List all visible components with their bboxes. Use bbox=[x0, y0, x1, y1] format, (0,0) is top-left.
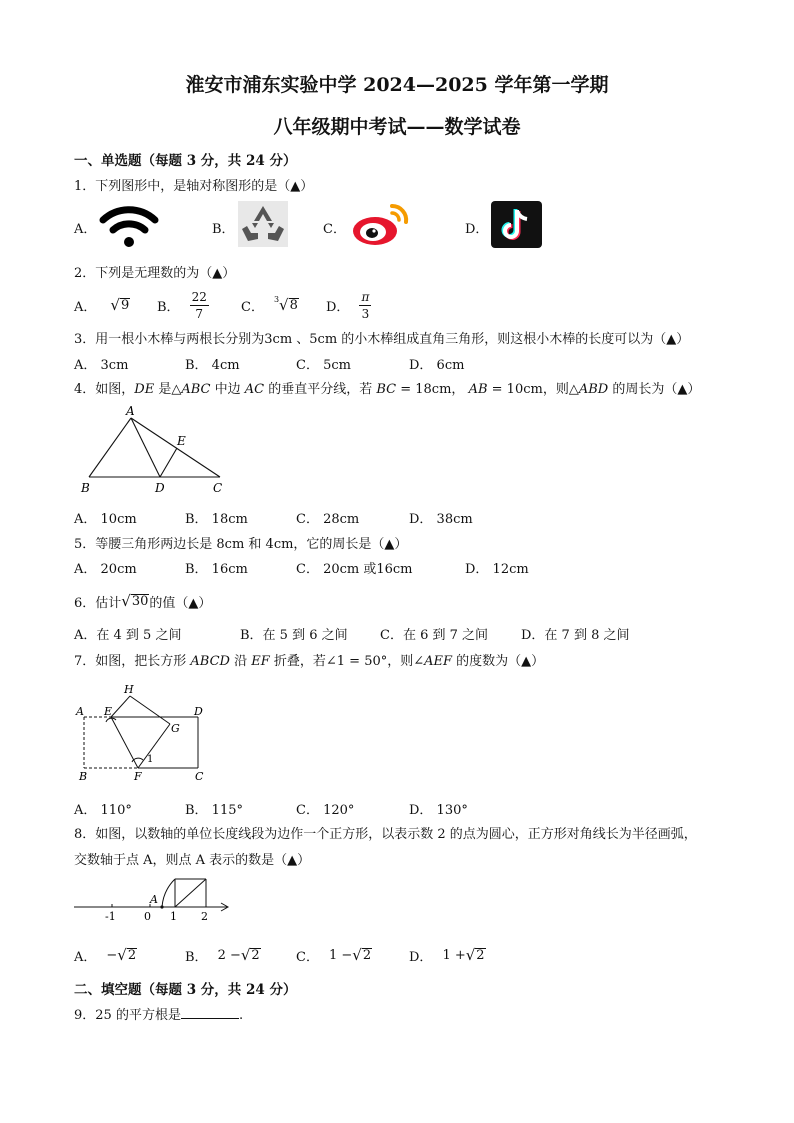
q4-option-b: B． 18cm bbox=[185, 512, 248, 527]
question-2-stem: 2．下列是无理数的为（▲） bbox=[74, 266, 236, 281]
radical-sign: √ bbox=[279, 296, 289, 314]
radical-sign: √ bbox=[240, 946, 251, 964]
label-2: 2 bbox=[201, 910, 208, 923]
q2-option-a-radicand: 9 bbox=[120, 297, 130, 313]
q8-option-b-radicand: 2 bbox=[251, 947, 260, 963]
q7-angle-aef: AEF bbox=[424, 654, 453, 669]
label-d: D bbox=[194, 705, 203, 718]
q4-stem-part: 中边 bbox=[210, 382, 245, 397]
segment-ab bbox=[89, 418, 131, 477]
q5-option-b: B． 16cm bbox=[185, 562, 248, 577]
q3-option-c: C． 5cm bbox=[296, 358, 351, 373]
q6-option-c: C．在 6 到 7 之间 bbox=[380, 628, 489, 643]
q3-option-d: D． 6cm bbox=[409, 358, 465, 373]
label-e: E bbox=[104, 705, 113, 718]
q2-option-b-fraction bbox=[190, 289, 209, 322]
q3-option-a: A． 3cm bbox=[74, 358, 129, 373]
label-c: C bbox=[195, 770, 204, 783]
q7-option-d: D． 130° bbox=[409, 803, 468, 818]
q2-option-c-label: C． bbox=[241, 299, 264, 315]
section-heading-fill-in: 二、填空题（每题 3 分，共 24 分） bbox=[74, 982, 297, 998]
q4-stem-part: 的垂直平分线，若 bbox=[264, 382, 377, 397]
label-g: G bbox=[171, 722, 180, 735]
q4-seg-de: DE bbox=[134, 382, 155, 397]
weibo-icon bbox=[348, 200, 412, 249]
q8-option-d-label: D． bbox=[409, 949, 433, 965]
radical-sign: √ bbox=[465, 946, 476, 964]
q4-stem-part: = 10cm，则△ bbox=[487, 382, 579, 397]
q7-stem-part: 的度数为（▲） bbox=[452, 654, 545, 669]
q3-option-b: B． 4cm bbox=[185, 358, 240, 373]
q7-option-a: A． 110° bbox=[74, 803, 132, 818]
question-3-stem: 3．用一根小木棒与两根长分别为3cm 、5cm 的小木棒组成直角三角形，则这根小木棒的长度可以为（▲） bbox=[74, 332, 690, 347]
q2-option-b bbox=[157, 283, 209, 327]
label-angle-1: 1 bbox=[147, 754, 154, 765]
q8-option-a-label: A． bbox=[74, 949, 97, 965]
label-minus-1: -1 bbox=[105, 910, 116, 923]
q8-option-d-prefix: 1 + bbox=[442, 947, 466, 963]
q5-option-a: A． 20cm bbox=[74, 562, 137, 577]
radical-sign: √ bbox=[110, 296, 120, 314]
q1-option-c-label: C． bbox=[323, 222, 346, 237]
label-f: F bbox=[134, 770, 142, 783]
q8-option-c-prefix: 1 − bbox=[328, 947, 353, 963]
q2-option-d bbox=[326, 283, 371, 327]
q1-option-d-label: D． bbox=[465, 222, 489, 237]
point-a bbox=[160, 905, 163, 908]
square-diagonal bbox=[175, 879, 206, 907]
radical-sign: √ bbox=[121, 592, 131, 610]
q8-option-a bbox=[74, 944, 137, 966]
q2-option-d-numerator: π bbox=[361, 289, 370, 304]
wifi-icon bbox=[97, 204, 161, 248]
q2-option-a bbox=[74, 290, 130, 320]
q4-tri-abc: ABC bbox=[181, 382, 211, 397]
question-9 bbox=[74, 1004, 243, 1023]
radical-sign: √ bbox=[117, 946, 127, 964]
q7-seg-ef: EF bbox=[251, 654, 270, 669]
segment-gf bbox=[138, 724, 170, 768]
label-0: 0 bbox=[144, 910, 151, 923]
question-7-stem bbox=[74, 650, 544, 669]
segment-hg bbox=[130, 696, 170, 724]
q1-option-b-label: B． bbox=[212, 222, 235, 237]
q5-option-c: C． 20cm 或16cm bbox=[296, 562, 413, 577]
q8-option-a-prefix: − bbox=[106, 947, 118, 963]
q8-option-b-prefix: 2 − bbox=[217, 947, 241, 963]
segment-de bbox=[160, 448, 177, 477]
q8-option-b bbox=[185, 944, 261, 966]
exam-title-line1: 淮安市浦东实验中学 2024—2025 学年第一学期 bbox=[185, 74, 609, 96]
q7-stem-part: 折叠，若∠1 = 50°，则∠ bbox=[269, 654, 425, 669]
question-9-stem: 9．25 的平方根是 bbox=[74, 1008, 181, 1023]
label-h: H bbox=[124, 683, 134, 696]
q2-option-d-fraction bbox=[359, 289, 371, 322]
q2-option-d-label: D． bbox=[326, 299, 350, 315]
q4-option-a: A． 10cm bbox=[74, 512, 137, 527]
q6-option-a: A．在 4 到 5 之间 bbox=[74, 628, 182, 643]
label-a: A bbox=[150, 893, 158, 906]
q8-option-a-radicand: 2 bbox=[127, 947, 137, 963]
q6-radicand: 30 bbox=[131, 593, 149, 609]
q6-stem-part: 的值（▲） bbox=[149, 595, 212, 611]
q2-option-a-label: A． bbox=[74, 299, 97, 315]
q1-option-a-label: A． bbox=[74, 222, 97, 237]
q4-seg-ab: AB bbox=[468, 382, 488, 397]
recycle-icon bbox=[238, 201, 288, 247]
q2-option-b-label: B． bbox=[157, 299, 180, 315]
tiktok-icon bbox=[491, 201, 542, 248]
q6-option-b: B．在 5 到 6 之间 bbox=[240, 628, 348, 643]
angle-mark-e bbox=[106, 718, 116, 722]
segment-ad bbox=[131, 418, 160, 477]
question-8-stem-line2: 交数轴于点 A，则点 A 表示的数是（▲） bbox=[74, 853, 311, 868]
arc bbox=[162, 879, 175, 907]
q4-stem-part: = 18cm， bbox=[396, 382, 469, 397]
segment-ef bbox=[111, 717, 138, 768]
q2-option-b-denominator: 7 bbox=[195, 306, 204, 321]
label-b: B bbox=[81, 481, 90, 495]
answer-blank[interactable] bbox=[181, 1006, 239, 1019]
segment-ac bbox=[131, 418, 220, 477]
question-1-stem: 1．下列图形中，是轴对称图形的是（▲） bbox=[74, 179, 314, 194]
section-heading-single-choice: 一、单选题（每题 3 分，共 24 分） bbox=[74, 153, 297, 169]
q4-tri-abd: ABD bbox=[578, 382, 609, 397]
q7-option-c: C． 120° bbox=[296, 803, 355, 818]
question-8-stem-line1: 8．如图，以数轴的单位长度线段为边作一个正方形，以表示数 2 的点为圆心，正方形对角线长为半径画弧， bbox=[74, 827, 697, 842]
q7-stem-part: 沿 bbox=[229, 654, 252, 669]
q4-stem-part: 4．如图， bbox=[74, 382, 135, 397]
q8-option-d-radicand: 2 bbox=[476, 947, 485, 963]
q7-stem-part: 7．如图，把长方形 bbox=[74, 654, 191, 669]
radical-sign: √ bbox=[352, 946, 362, 964]
segment-eh bbox=[111, 696, 130, 717]
label-a: A bbox=[126, 404, 135, 418]
q8-option-b-label: B． bbox=[185, 949, 208, 965]
label-d: D bbox=[155, 481, 165, 495]
question-6-stem bbox=[74, 590, 211, 612]
q4-stem-part: 是△ bbox=[154, 382, 182, 397]
question-4-stem bbox=[74, 378, 700, 397]
q6-stem-part: 6．估计 bbox=[74, 595, 122, 611]
q8-option-d bbox=[409, 944, 486, 966]
q2-option-c-index: 3 bbox=[273, 294, 280, 304]
q7-fold-figure bbox=[74, 680, 214, 784]
q4-seg-bc: BC bbox=[376, 382, 397, 397]
q4-seg-ac: AC bbox=[244, 382, 265, 397]
q4-stem-part: 的周长为（▲） bbox=[608, 382, 701, 397]
q4-triangle-figure bbox=[76, 402, 236, 496]
q7-rect-abcd: ABCD bbox=[190, 654, 230, 669]
q5-option-d: D． 12cm bbox=[465, 562, 529, 577]
label-a: A bbox=[76, 705, 84, 718]
label-b: B bbox=[79, 770, 88, 783]
label-1: 1 bbox=[170, 910, 177, 923]
q2-option-c bbox=[241, 290, 299, 320]
question-9-end: . bbox=[238, 1008, 244, 1023]
label-c: C bbox=[213, 481, 223, 495]
q8-option-c-radicand: 2 bbox=[362, 947, 372, 963]
q2-option-b-numerator: 22 bbox=[191, 289, 207, 304]
label-e: E bbox=[177, 434, 186, 448]
q2-option-d-denominator: 3 bbox=[361, 306, 370, 321]
q4-option-c: C． 28cm bbox=[296, 512, 360, 527]
q8-number-line-figure bbox=[72, 872, 234, 924]
q8-option-c-label: C． bbox=[296, 949, 319, 965]
q8-option-c bbox=[296, 944, 372, 966]
q7-option-b: B． 115° bbox=[185, 803, 243, 818]
question-5-stem: 5．等腰三角形两边长是 8cm 和 4cm，它的周长是（▲） bbox=[74, 537, 408, 552]
q2-option-c-radicand: 8 bbox=[289, 297, 298, 313]
q4-option-d: D． 38cm bbox=[409, 512, 473, 527]
exam-title-line2: 八年级期中考试——数学试卷 bbox=[273, 116, 521, 138]
q6-option-d: D．在 7 到 8 之间 bbox=[521, 628, 630, 643]
